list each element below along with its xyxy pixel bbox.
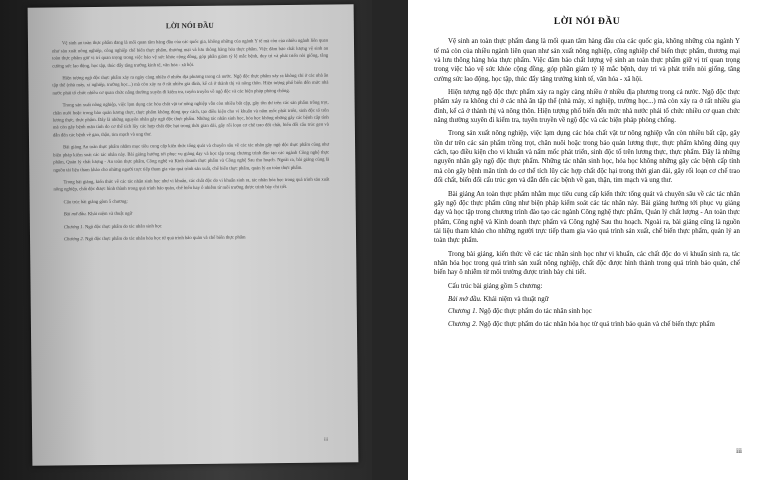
photo-chapter-item: Chương 2. Ngộ độc thực phẩm do tác nhân hóa học từ quá trình bảo quản và chế biến thực phẩm [64,235,246,243]
photo-paragraph: Vệ sinh an toàn thực phẩm đang là mối quan tâm hàng đầu của các quốc gia, không những của ngành Y tế mà còn của nhiều ngành liên quan như sản xuất nông nghiệp, công nghiệp chế biến thực phẩm, thương mại và lưu thông hàng hóa thực phẩm. Việc đảm bảo chất lượng vệ sinh an toàn thực phẩm giữ vị trí quan trọng trong việc bảo vệ sức khỏe cộng đồng, góp phần giảm tỷ lệ mắc bệnh, duy trì và phát triển nòi giống, tăng cường sức lao động, học tập, thúc đẩy tăng trưởng kinh tế, văn hóa - xã hội. [52,38,329,70]
chapter-item [434,320,740,329]
photo-page [28,4,359,465]
paragraph: Hiện tượng ngộ độc thực phẩm xảy ra ngày càng nhiều ở nhiều địa phương trong cả nước. Ngộ độc thực phẩm xảy ra không chỉ ở các nhà ăn tập thể (nhà máy, xí nghiệp, trường học...) mà còn xảy ra ở rất nhiều gia đình, kể cả ở thành thị và nông thôn. Hiện tượng phổ biến đến mức nhà nước phải tổ chức nhiều cơ quan chức năng thường xuyên đi kiểm tra, tuyên truyền về ngộ độc và các biện pháp phòng chống. [434,89,740,125]
photo-chapter-item: Chương 1. Ngộ độc thực phẩm do tác nhân sinh học [63,223,162,230]
book-photo [0,0,372,480]
paragraph: Trong sản xuất nông nghiệp, việc lạm dụng các hóa chất vật tư nông nghiệp vẫn còn nhiều bất cập, gây tồn dư trên các sản phẩm trồng trọt, chăn nuôi hoặc trong bảo quản lương thực, thực phẩm không đúng quy cách, tạo điều kiện cho vi khuẩn và nấm mốc phát triển, sinh độc tố trên lương thực, thực phẩm. Đây là những nguyên nhân gây ngộ độc thực phẩm. Những tác nhân sinh học, hóa học không những gây các bệnh cấp tính mà còn gây bệnh mãn tính do cơ thể tích lũy các hợp chất độc hại trong thời gian dài, gây rối loạn cơ chế trao đổi chất, biến đổi cấu trúc gen và dẫn đến các bệnh về gan, thận, tim mạch và ung thư. [434,130,740,185]
chapter-text: Khái niệm và thuật ngữ [481,295,549,303]
photo-page-number: iii [323,437,329,443]
photo-structure-intro: Cấu trúc bài giảng gồm 5 chương: [63,199,128,206]
chapter-text: Ngộ độc thực phẩm do tác nhân sinh học [477,308,592,316]
photo-paragraph: Trong bài giảng, kiến thức về các tác nhân sinh học như vi khuẩn, các chất độc do vi khuẩn sinh ra, tác nhân hóa học trong quá trình sản xuất nông nghiệp, chất độc được hình thành trong quá trình bảo quản, chế biến hay ô nhiễm từ môi trường được trình bày chi tiết. [53,177,330,193]
chapter-label: Chương 2. [448,320,478,328]
photo-paragraph: Bài giảng An toàn thực phẩm nhằm mục tiêu cung cấp kiến thức tổng quát và chuyên sâu về các tác nhân gây ngộ độc thực phẩm cũng như biện pháp kiểm soát các tác nhân này. Bài giảng hướng tới phục vụ giảng dạy và học tập trong chương trình đào tạo các ngành Công nghệ thực phẩm, Quản lý chất lượng - An toàn thực phẩm, Công nghệ và Kinh doanh thực phẩm và Công nghệ Sau thu hoạch. Ngoài ra, bài giảng cũng là nguồn tài liệu tham khảo cho những người trực tiếp tham gia vào quá trình sản xuất, chế biến thực phẩm, quản lý an toàn thực phẩm. [53,142,330,173]
page-number: iii [736,447,742,455]
photo-title: LỜI NÓI ĐẦU [165,20,214,31]
chapter-label: Bài mở đầu. [448,295,482,303]
paragraph: Vệ sinh an toàn thực phẩm đang là mối quan tâm hàng đầu của các quốc gia, không những của ngành Y tế mà còn của nhiều ngành liên quan như sản xuất nông nghiệp, công nghiệp chế biến thực phẩm, thương mại và lưu thông hàng hóa thực phẩm. Việc đảm bảo chất lượng vệ sinh an toàn thực phẩm giữ vị trí quan trọng trong việc bảo vệ sức khỏe cộng đồng, góp phần giảm tỷ lệ mắc bệnh, duy trì và phát triển nòi giống, tăng cường sức lao động, học tập, thúc đẩy tăng trưởng kinh tế, văn hóa - xã hội. [434,38,740,83]
page-title: LỜI NÓI ĐẦU [553,17,621,27]
photo-text [52,13,330,249]
chapter-item [434,295,740,304]
chapter-item [434,307,740,316]
paragraph: Bài giảng An toàn thực phẩm nhằm mục tiêu cung cấp kiến thức tổng quát và chuyên sâu về các tác nhân gây ngộ độc thực phẩm cũng như biện pháp kiểm soát các tác nhân này. Bài giảng hướng tới phục vụ giảng dạy và học tập trong chương trình đào tạo các ngành Công nghệ thực phẩm, Quản lý chất lượng - An toàn thực phẩm, Công nghệ và Kinh doanh thực phẩm và Công nghệ Sau thu hoạch. Ngoài ra, bài giảng cũng là nguồn tài liệu tham khảo cho những người trực tiếp tham gia vào quá trình sản xuất, chế biến thực phẩm, quản lý an toàn thực phẩm. [434,190,740,245]
chapter-text: Ngộ độc thực phẩm do tác nhân hóa học từ quá trình bảo quản và chế biến thực phẩm [477,320,715,328]
photo-paragraph: Trong sản xuất nông nghiệp, việc lạm dụng các hóa chất vật tư nông nghiệp vẫn còn nhiều bất cập, gây tồn dư trên các sản phẩm trồng trọt, chăn nuôi hoặc trong bảo quản lương thực, thực phẩm không đúng quy cách, tạo điều kiện cho vi khuẩn và nấm mốc phát triển, sinh độc tố trên lương thực, thực phẩm. Đây là những nguyên nhân gây ngộ độc thực phẩm. Những tác nhân sinh học, hóa học không những gây các bệnh cấp tính mà còn gây bệnh mãn tính do cơ thể tích lũy các hợp chất độc hại trong thời gian dài, gây rối loạn cơ chế trao đổi chất, biến đổi cấu trúc gen và dẫn đến các bệnh về gan, thận, tim mạch và ung thư. [52,100,329,139]
page-content [434,8,740,332]
paragraph: Trong bài giảng, kiến thức về các tác nhân sinh học như vi khuẩn, các chất độc do vi khuẩn sinh ra, tác nhân hóa học trong quá trình sản xuất nông nghiệp, chất độc được hình thành trong quá trình bảo quản, chế biến hay ô nhiễm từ môi trường được trình bày chi tiết. [434,250,740,277]
photo-paragraph: Hiện tượng ngộ độc thực phẩm xảy ra ngày càng nhiều ở nhiều địa phương trong cả nước. Ngộ độc thực phẩm xảy ra không chỉ ở các nhà ăn tập thể (nhà máy, xí nghiệp, trường học...) mà còn xảy ra ở rất nhiều gia đình, kể cả ở thành thị và nông thôn. Hiện tượng phổ biến đến mức nhà nước phải tổ chức nhiều cơ quan chức năng thường xuyên đi kiểm tra, tuyên truyền về ngộ độc và các biện pháp phòng chống. [52,73,329,97]
divider [372,0,408,480]
photo-chapter-item: Bài mở đầu. Khái niệm và thuật ngữ [63,211,133,218]
chapter-label: Chương 1. [448,308,478,316]
document-page [408,0,768,480]
structure-intro: Cấu trúc bài giảng gồm 5 chương: [448,282,543,290]
